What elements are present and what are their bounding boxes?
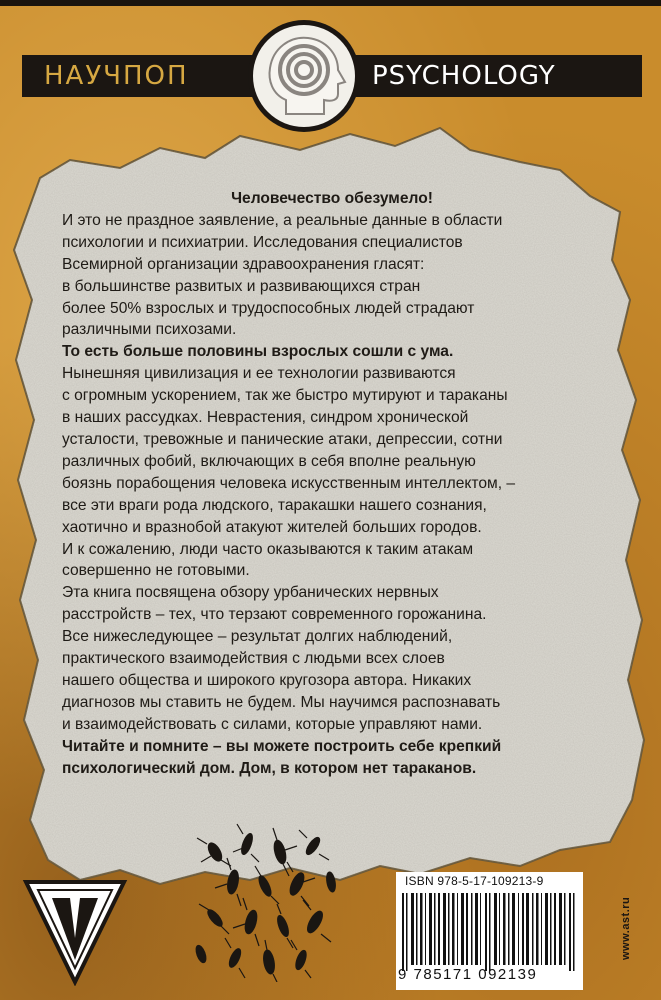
blurb-line: в большинстве развитых и развивающихся стран [62,277,421,295]
blurb-line: психологии и психиатрии. Исследования специалистов [62,233,463,251]
blurb-line: нашего общества и широкого кругозора автора. Никаких [62,671,472,689]
barcode-digits: 9 785171 092139 [398,966,538,983]
blurb-headline: Человечество обезумело! [231,190,433,207]
blurb-line: и взаимодействовать с силами, которые управляют нами. [62,715,483,733]
publisher-v-emblem-icon [22,878,128,986]
blurb-line: с огромным ускорением, так же быстро мутируют и тараканы [62,387,508,405]
blurb-line: Всемирной организации здравоохранения гласят: [62,255,425,273]
blurb-line-bold: Читайте и помните – вы можете построить себе крепкий [62,737,502,755]
blurb-line: более 50% взрослых и трудоспособных людей страдают [62,299,475,317]
blurb-line: расстройств – тех, что терзают современного горожанина. [62,606,487,624]
blurb-line: И к сожалению, люди часто оказываются к таким атакам [62,540,474,558]
blurb-line: совершенно не готовыми. [62,562,250,580]
blurb-line: Эта книга посвящена обзору урбанических нервных [62,584,439,602]
blurb-line: диагнозов мы ставить не будем. Мы научимся распознавать [62,693,501,711]
blurb-line-bold: То есть больше половины взрослых сошли с ума. [62,343,454,361]
blurb-line: усталости, тревожные и панические атаки, депрессии, сотни [62,430,503,448]
blurb-line: в наших рассудках. Неврастения, синдром хронической [62,409,469,427]
cover-blurb [62,188,622,779]
blurb-line: различных фобий, включающих в себя вполне реальную [62,452,476,470]
blurb-line: Все нижеследующее – результат долгих наблюдений, [62,628,453,646]
isbn-label: ISBN 978-5-17-109213-9 [405,874,544,888]
blurb-line: И это не праздное заявление, а реальные данные в области [62,211,503,229]
blurb-line: все эти враги рода людского, таракашки нашего сознания, [62,496,487,514]
blurb-line: боязнь порабощения человека искусственным интеллектом, – [62,474,516,492]
series-label-nauchpop: НАУЧПОП [44,61,189,91]
blurb-line: практического взаимодействия с людьми всех слоев [62,650,445,668]
blurb-line: хаотично и вразнобой атакуют жителей больших городов. [62,518,482,536]
series-label-psychology: PSYCHOLOGY [372,61,556,91]
barcode-bars-icon [400,893,578,971]
publisher-website: www.ast.ru [620,896,632,960]
blurb-line-bold: психологический дом. Дом, в котором нет тараканов. [62,759,477,777]
blurb-line: Нынешняя цивилизация и ее технологии развиваются [62,365,456,383]
blurb-line: различными психозами. [62,321,237,339]
cockroach-swarm-icon [185,822,350,982]
